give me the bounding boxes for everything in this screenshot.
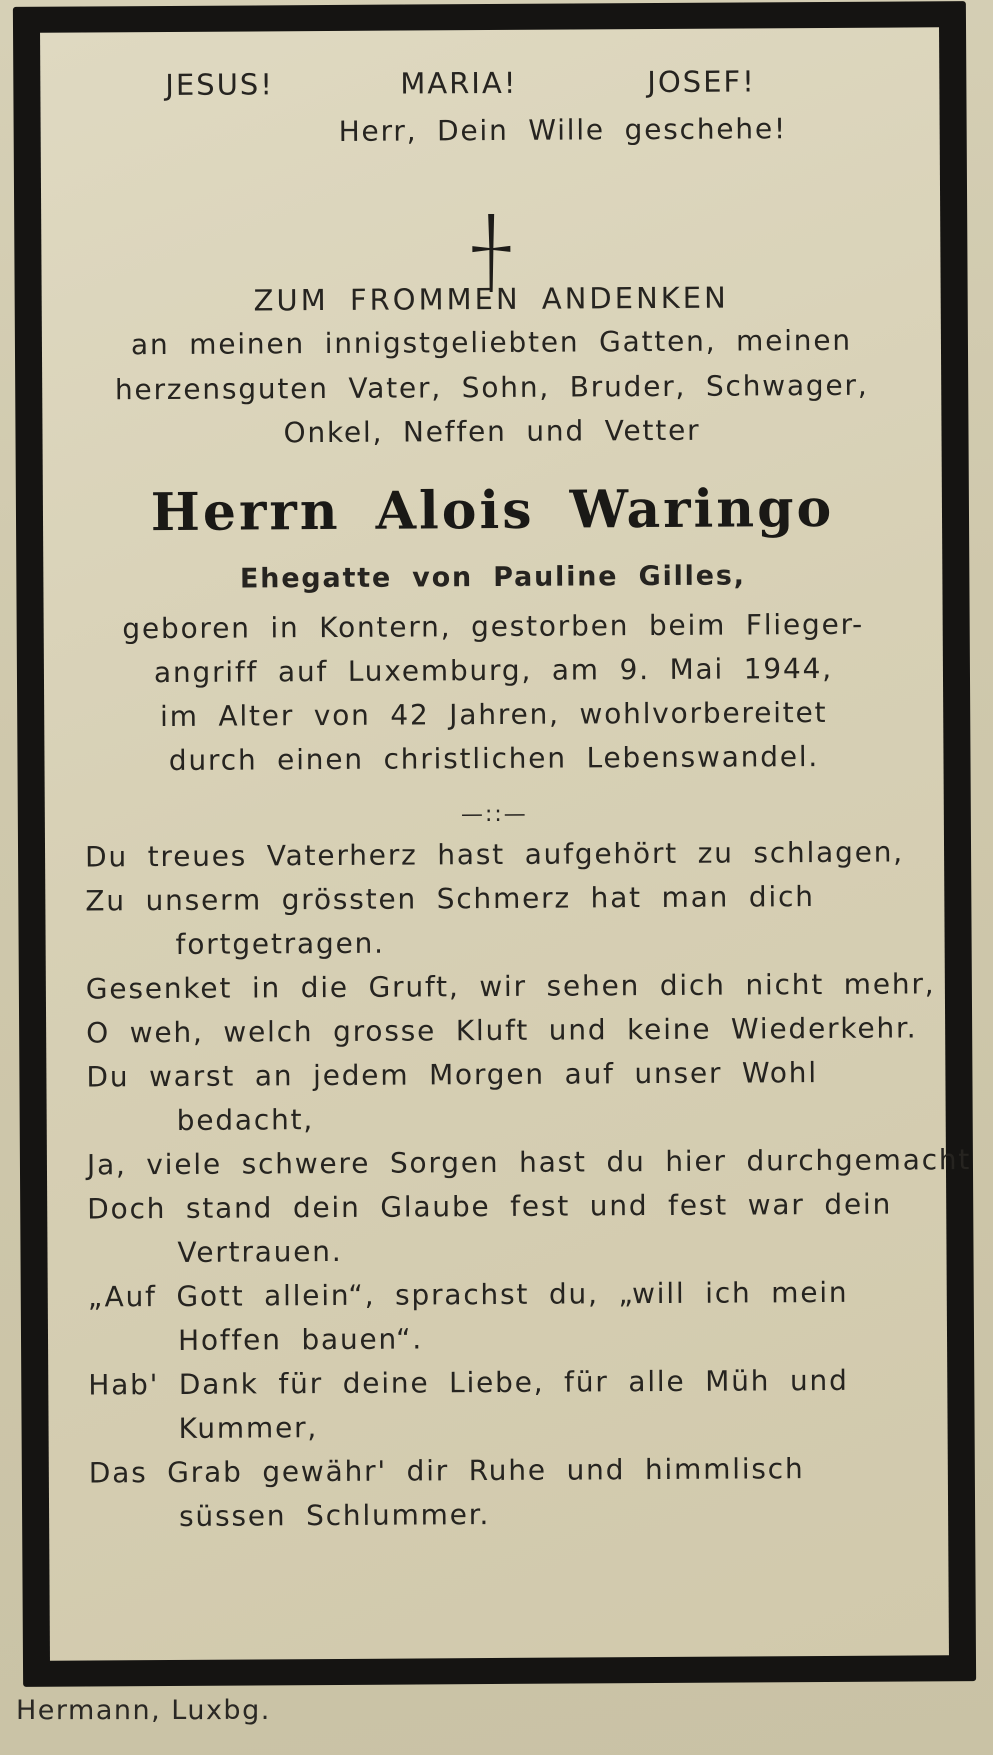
poem-line: Kummer, (178, 1411, 319, 1445)
detail-line: im Alter von 42 Jahren, wohlvorbereitet (159, 695, 828, 734)
poem-line: Das Grab gewähr' dir Ruhe und himmlisch (88, 1452, 805, 1490)
spouse-line: Ehegatte von Pauline Gilles, (239, 560, 746, 595)
poem-line: bedacht, (176, 1103, 315, 1137)
poem-line: Du treues Vaterherz hast aufgehört zu schlagen, (84, 835, 905, 874)
dedication-line: Onkel, Neffen und Vetter (283, 413, 701, 450)
holy-name-maria: MARIA! (400, 65, 518, 101)
dedication-title: ZUM FROMMEN ANDENKEN (253, 280, 729, 318)
poem-line: Hoffen bauen“. (177, 1322, 424, 1357)
holy-name-josef: JOSEF! (647, 64, 756, 100)
ornament-separator: —::— (460, 801, 528, 828)
poem-line: süssen Schlummer. (179, 1498, 491, 1533)
poem-line: Gesenket in die Gruft, wir sehen dich nicht mehr, (85, 967, 936, 1006)
poem-line: Vertrauen. (177, 1234, 343, 1269)
poem-line: Zu unserm grössten Schmerz hat man dich (85, 880, 815, 918)
poem-line: „Auf Gott allein“, sprachst du, „will ich mein (87, 1275, 849, 1314)
dedication-line: an meinen innigstgeliebten Gatten, meinen (130, 323, 852, 362)
detail-line: angriff auf Luxemburg, am 9. Mai 1944, (153, 651, 834, 690)
poem-line: fortgetragen. (175, 926, 385, 961)
poem-line: Du warst an jedem Morgen auf unser Wohl (86, 1056, 818, 1094)
prayer-line: Herr, Dein Wille geschehe! (338, 112, 788, 148)
holy-name-jesus: JESUS! (165, 67, 275, 102)
memorial-card (40, 27, 972, 1660)
printer-imprint: Hermann, Luxbg. (16, 1695, 271, 1726)
poem-line: Ja, viele schwere Sorgen hast du hier durchgemacht (86, 1143, 972, 1182)
detail-line: geboren in Kontern, gestorben beim Flieger- (122, 607, 865, 646)
poem-line: Doch stand dein Glaube fest und fest war dein (87, 1187, 893, 1226)
poem-line: O weh, welch grosse Kluft und keine Wiederkehr. (86, 1011, 918, 1050)
deceased-name: Herrn Alois Waringo (150, 477, 835, 544)
dedication-line: herzensguten Vater, Sohn, Bruder, Schwager, (114, 368, 869, 407)
poem-line: Hab' Dank für deine Liebe, für alle Müh und (88, 1363, 849, 1402)
holy-names-row (40, 63, 939, 108)
detail-line: durch einen christlichen Lebenswandel. (168, 740, 820, 777)
